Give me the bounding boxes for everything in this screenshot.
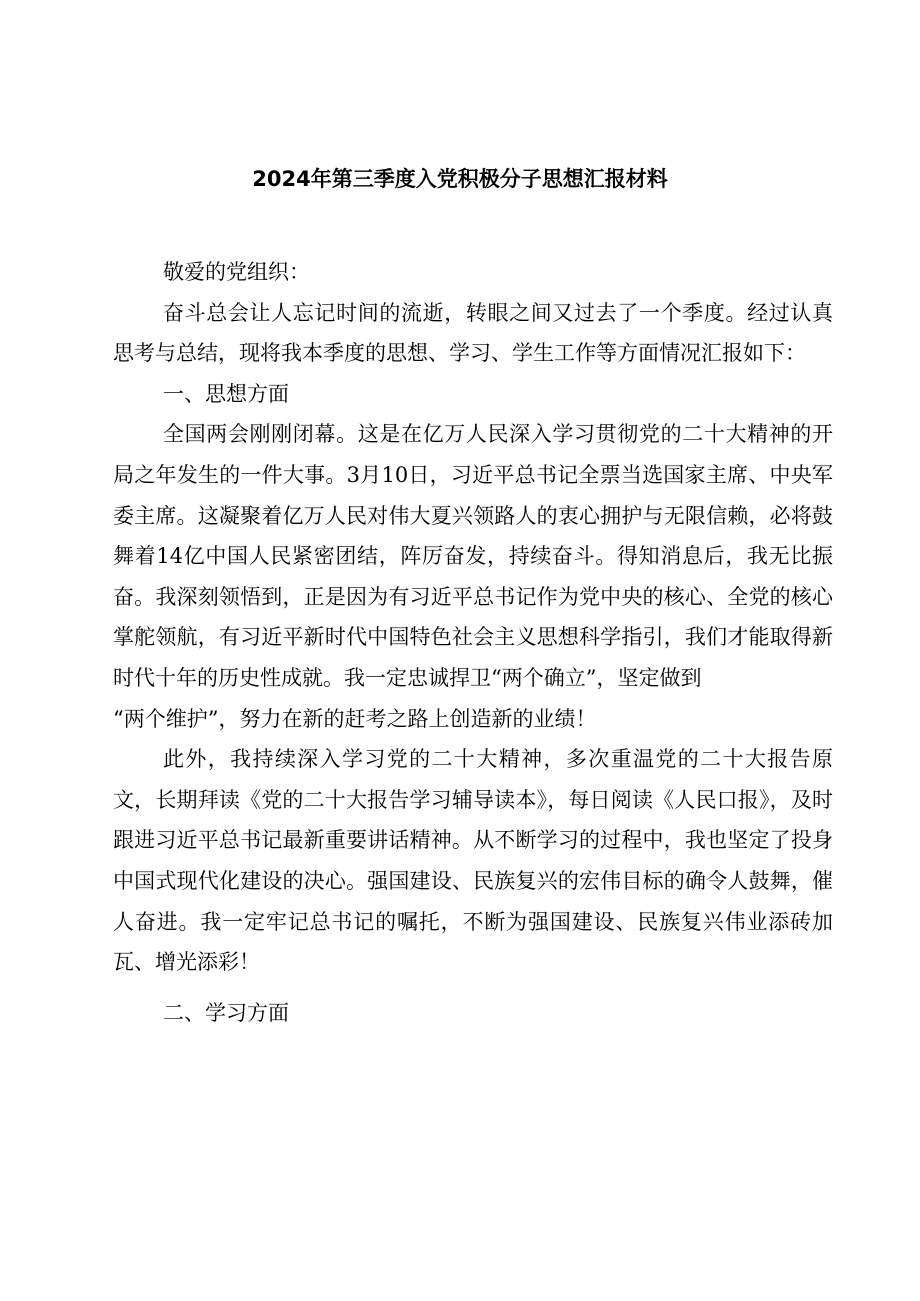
thought-paragraph-1: 全国两会刚刚闭幕。这是在亿万人民深入学习贯彻党的二十大精神的开局之年发生的一件大事。3月10日，习近平总书记全票当选国家主席、中央军委主席。这凝聚着亿万人民对伟大夏兴领路人的衷心拥护与无限信赖，必将鼓舞着14亿中国人民紧密团结，阵厉奋发，持续奋斗。得知消息后，我无比振奋。我深刻领悟到，正是因为有习近平总书记作为党中央的核心、全党的核心掌舵领航，有习近平新时代中国特色社会主义思想科学指引，我们才能取得新时代十年的历史性成就。我一定忠诚捍卫“两个确立”，坚定做到 — [113, 422, 833, 690]
thought-paragraph-2: 此外，我持续深入学习党的二十大精神，多次重温党的二十大报告原文，长期拜读《党的二十大报告学习辅导读本》，每日阅读《人民口报》，及时跟进习近平总书记最新重要讲话精神。从不断学习的过程中，我也坚定了投身中国式现代化建设的决心。强国建设、民族复兴的宏伟目标的确令人鼓舞，催人奋进。我一定牢记总书记的嘱托，不断为强国建设、民族复兴伟业添砖加瓦、增光添彩！ — [113, 747, 833, 975]
section-heading-study: 二、学习方面 — [163, 1000, 289, 1025]
document-title: 2024年第三季度入党积极分子思想汇报材料 — [252, 167, 668, 191]
section-heading-thought: 一、思想方面 — [163, 381, 289, 406]
document-body — [113, 252, 833, 1033]
intro-paragraph: 奋斗总会让人忘记时间的流逝，转眼之间又过去了一个季度。经过认真思考与总结，现将我本季度的思想、学习、学生工作等方面情况汇报如下： — [113, 300, 833, 366]
thought-paragraph-1-continued: “两个维护”，努力在新的赶考之路上创造新的业绩！ — [113, 706, 597, 731]
salutation: 敬爱的党组织： — [163, 260, 310, 284]
